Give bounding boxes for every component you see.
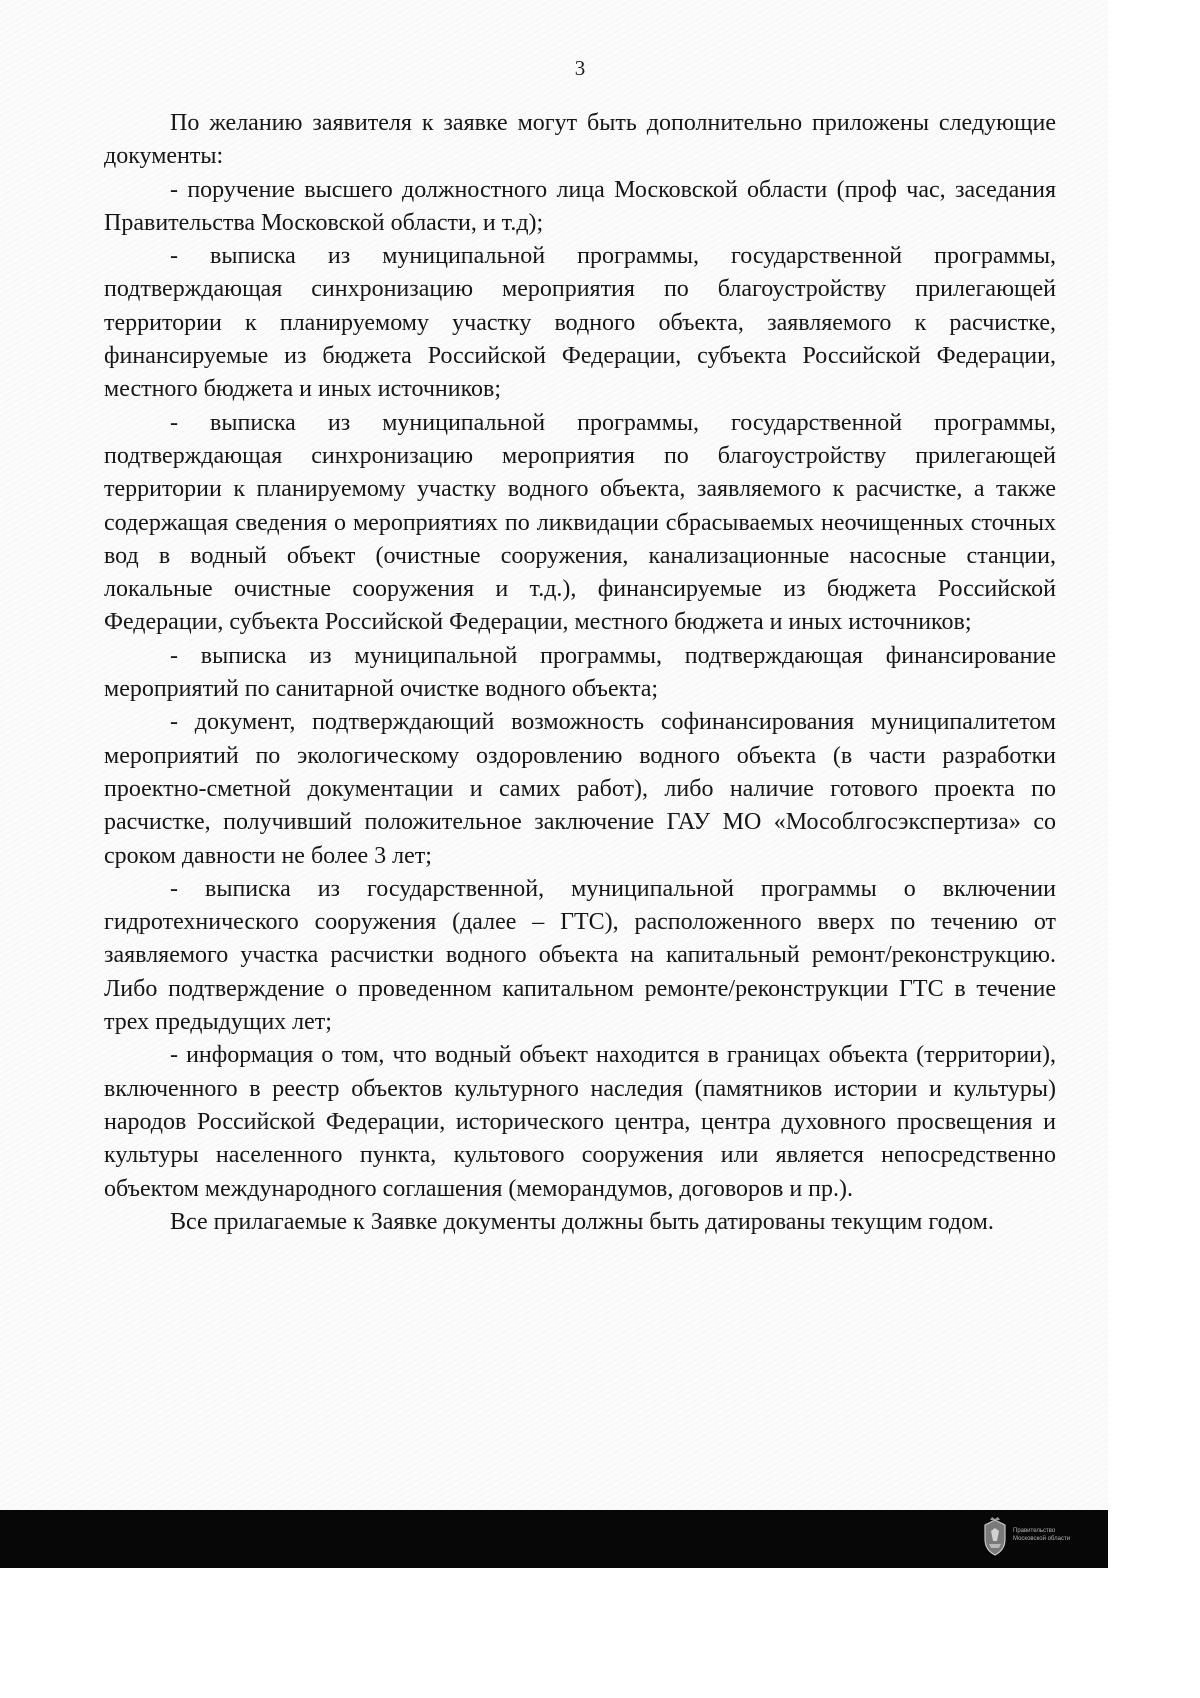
list-item-sanitary-cleaning: - выписка из муниципальной программы, подтверждающая финансирование мероприятий по санитарной очистке водного объекта; [104,642,1056,703]
footer-caption-line1: Правительство [1013,1528,1056,1534]
list-item-cultural-heritage: - информация о том, что водный объект находится в границах объекта (территории), включенного в реестр объектов культурного наследия (памятников истории и культуры) народов Российской Федерации, исторического центра, центра духовного просвещения и культуры населенного пункта, культового сооружения или является непосредственно объектом международного соглашения (меморандумов, договоров и пр.). [104,1042,1056,1202]
footer-caption [1013,1527,1105,1543]
list-item-cofinancing-document: - документ, подтверждающий возможность софинансирования муниципалитетом мероприятий по экологическому оздоровлению водного объекта (в части разработки проектно-сметной документации и самих работ), либо наличие готового проекта по расчистке, получивший положительное заключение ГАУ МО «Мособлгосэкспертиза» со сроком давности не более 3 лет; [104,709,1056,869]
list-item-program-extract: - выписка из муниципальной программы, государственной программы, подтверждающая синхронизацию мероприятия по благоустройству прилегающей территории к планируемому участку водного объекта, заявляемого к расчистке, финансируемые из бюджета Российской Федерации, субъекта Российской Федерации, местного бюджета и иных источников; [104,243,1056,403]
coat-of-arms-icon [982,1517,1008,1557]
list-item-order: - поручение высшего должностного лица Московской области (проф час, заседания Правительства Московской области, и т.д); [104,176,1056,236]
list-item-hydraulic-structure: - выписка из государственной, муниципальной программы о включении гидротехнического сооружения (далее – ГТС), расположенного вверх по течению от заявляемого участка расчистки водного объекта на капитальный ремонт/реконструкцию. Либо подтверждение о проведенном капитальном ремонте/реконструкции ГТС в течение трех предыдущих лет; [104,875,1056,1036]
page-number: 3 [574,56,586,80]
list-item-program-extract-wastewater: - выписка из муниципальной программы, государственной программы, подтверждающая синхронизацию мероприятия по благоустройству прилегающей территории к планируемому участку водного объекта, заявляемого к расчистке, а также содержащая сведения о мероприятиях по ликвидации сбрасываемых неочищенных сточных вод в водный объект (очистные сооружения, канализационные насосные станции, локальные очистные сооружения и т.д.), финансируемые из бюджета Российской Федерации, субъекта Российской Федерации, местного бюджета и иных источников; [104,409,1056,636]
footer-bar [0,1510,1108,1568]
footer-caption-line2: Московской области [1013,1536,1071,1542]
paragraph-intro: По желанию заявителя к заявке могут быть дополнительно приложены следующие документы: [104,110,1056,170]
paragraph-conclusion: Все прилагаемые к Заявке документы должны быть датированы текущим годом. [170,1208,994,1235]
document-body [104,107,1056,1239]
